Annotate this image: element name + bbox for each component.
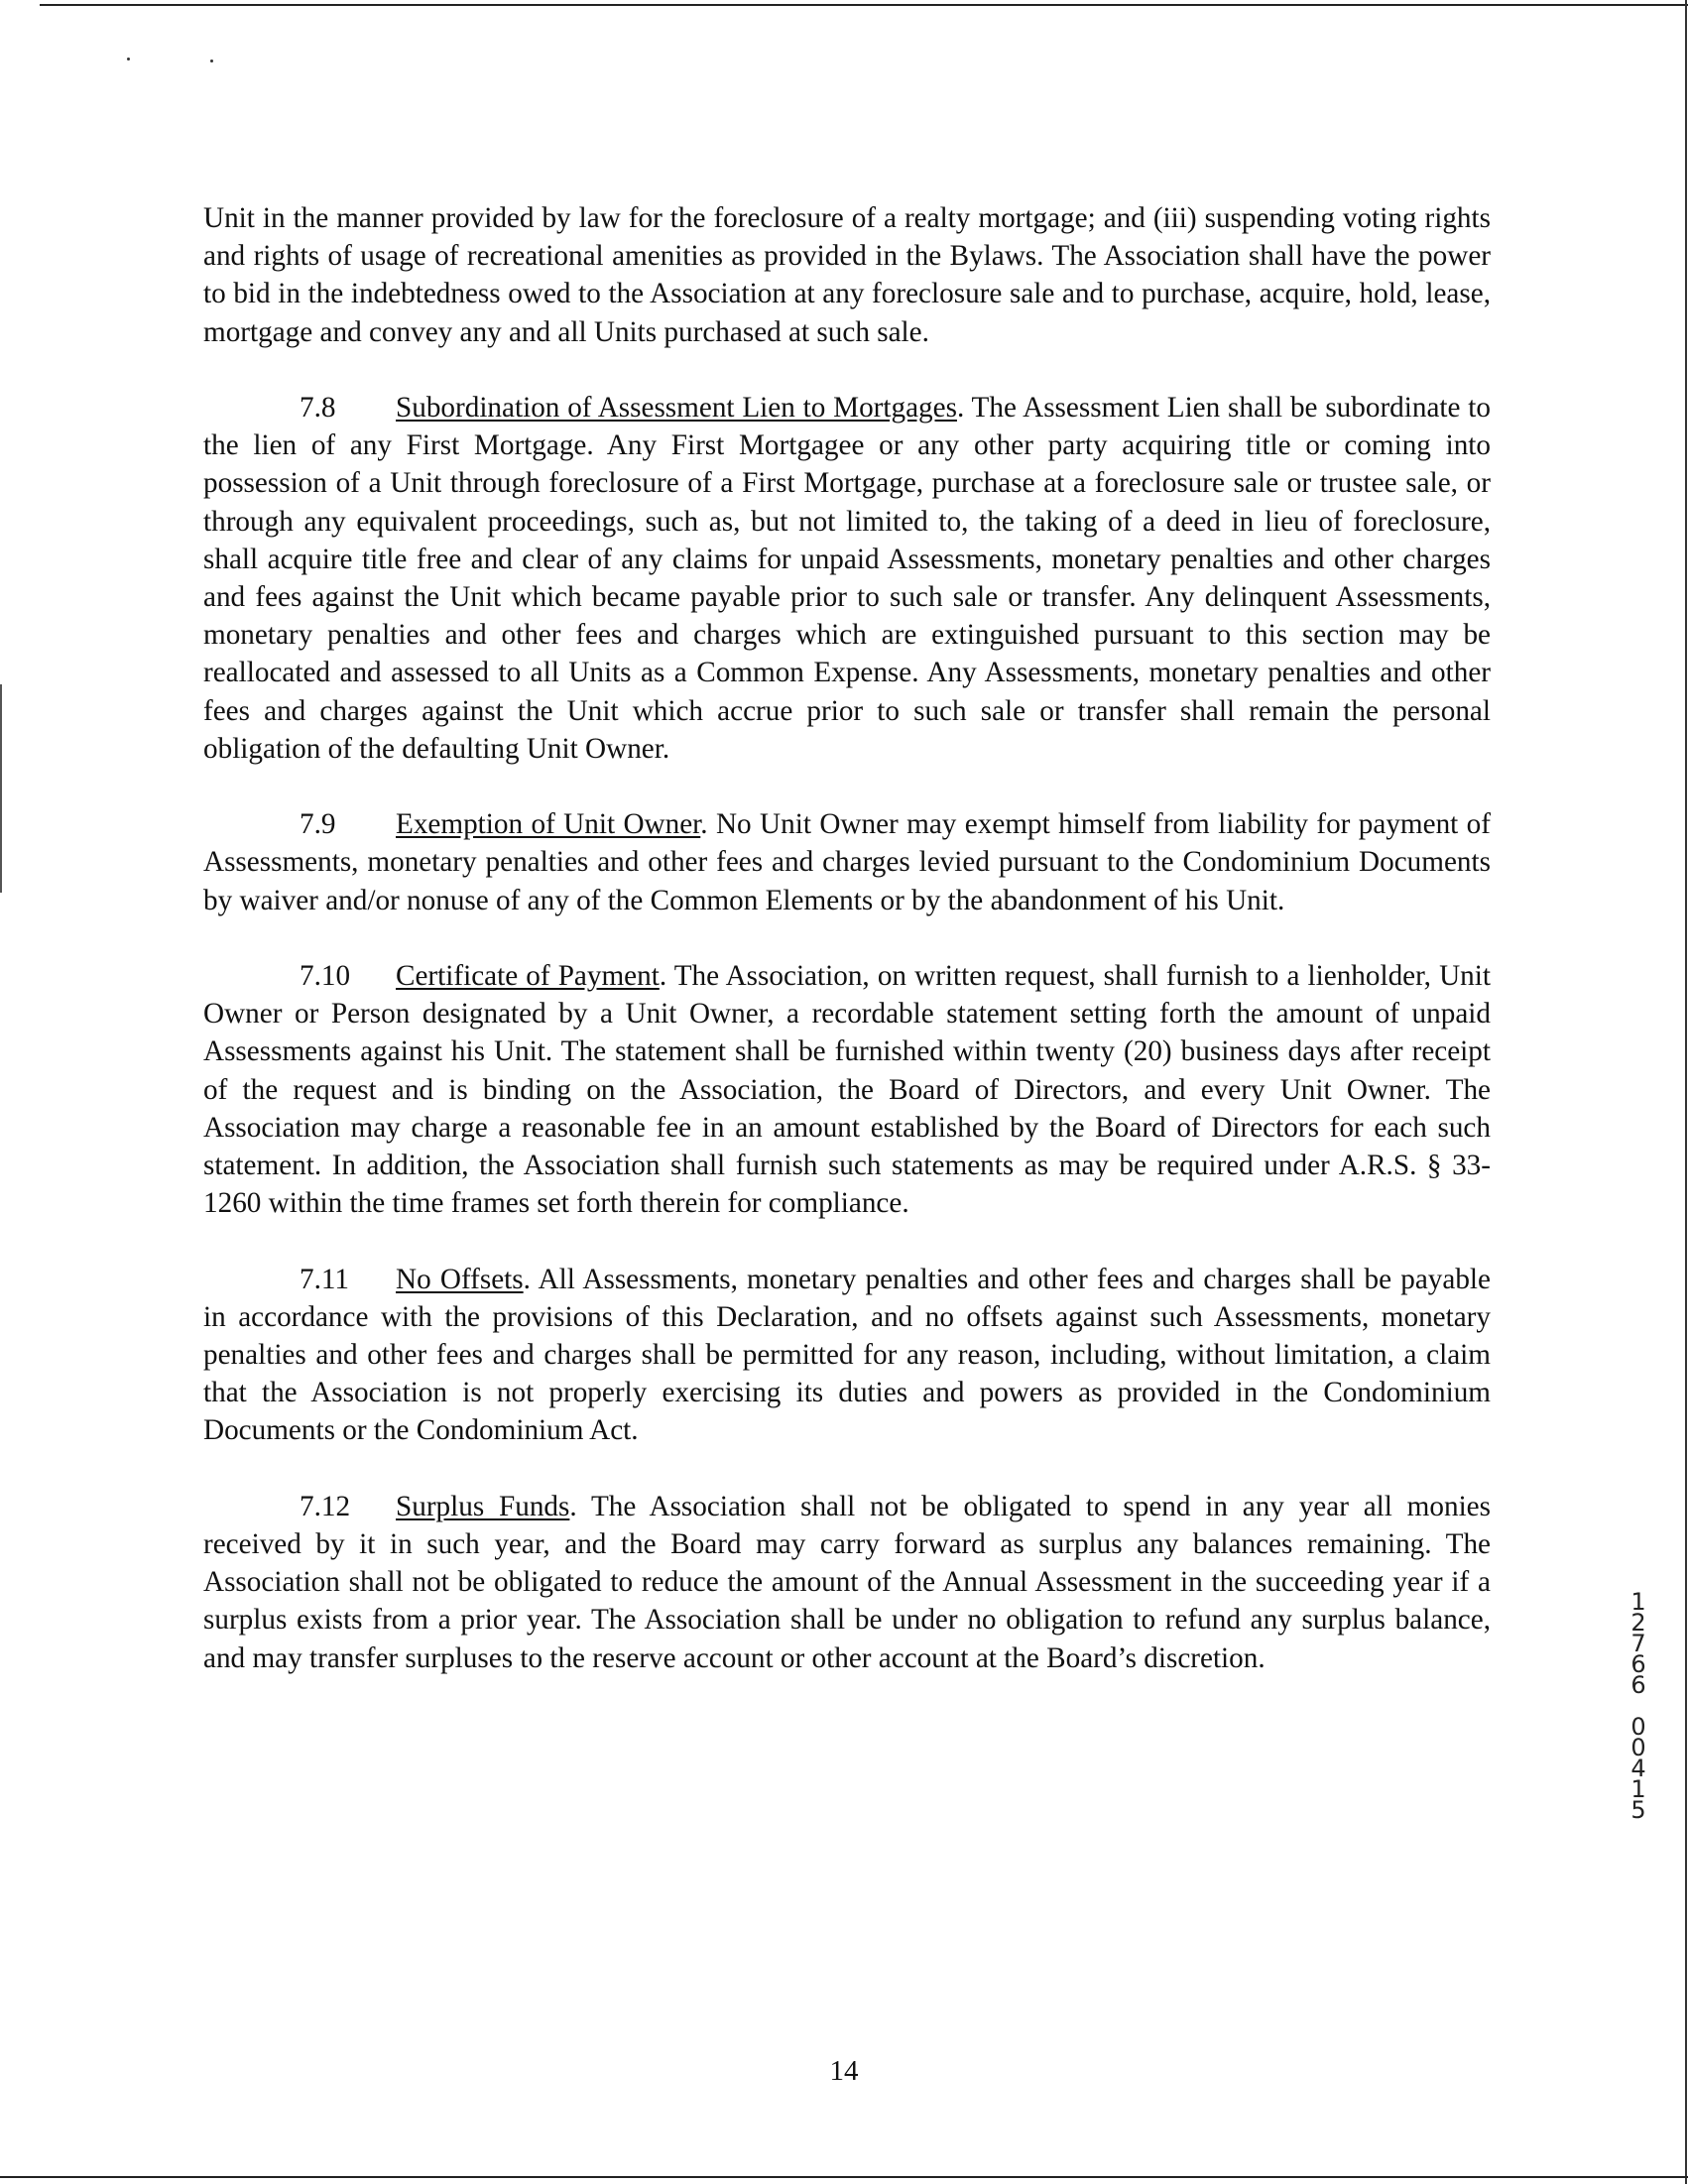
scan-right-border: [1685, 0, 1687, 2184]
stamp-digit: 0: [1630, 1713, 1646, 1741]
section-title: Exemption of Unit Owner: [396, 808, 701, 841]
section-text: . All Assessments, monetary penalties and other fees and charges shall be payable in accordance with the provisions of this Declaration, and no offsets against such Assessments, monetary penalties and other fees and charges shall be permitted for any reason, including, without limitation, a claim that the Association is not properly exercising its duties and powers as provided in the Condominium Documents or the Condominium Act.: [203, 1263, 1491, 1447]
stamp-digit: 6: [1630, 1650, 1646, 1678]
scan-bottom-border: [0, 2176, 1688, 2178]
section-title: No Offsets: [396, 1263, 524, 1295]
stamp-digit: 4: [1630, 1755, 1646, 1782]
recording-stamp: [1627, 1588, 1650, 1824]
scan-top-border: [40, 4, 1688, 6]
section-title: Certificate of Payment: [396, 960, 660, 993]
page-number: 14: [829, 2055, 859, 2087]
section-number: 7.9: [300, 808, 336, 841]
section-number: 7.10: [300, 960, 351, 993]
stamp-digit: 1: [1630, 1588, 1646, 1616]
section-text: . The Association shall not be obligated to spend in any year all monies received by it in such year, and the Board may carry forward as surplus any balances remaining. The Association shall not be obligated to reduce the amount of the Annual Assessment in the succeeding year if a surplus exists from a prior year. The Association shall be under no obligation to refund any surplus balance, and may transfer surpluses to the reserve account or other account at the Board’s discretion.: [203, 1490, 1491, 1674]
paragraph-continuation: [203, 199, 1491, 351]
section-7-12: [203, 1488, 1491, 1677]
section-text: . The Assessment Lien shall be subordinate to the lien of any First Mortgage. Any First Mortgagee or any other party acquiring title or coming into possession of a Unit through foreclosure of a First Mortgage, purchase at a foreclosure sale or trustee sale, or through any equivalent proceedings, such as, but not limited to, the taking of a deed in lieu of foreclosure, shall acquire title free and clear of any claims for unpaid Assessments, monetary penalties and other charges and fees against the Unit which became payable prior to such sale or transfer. Any delinquent Assessments, monetary penalties and other fees and charges which are extinguished pursuant to this section may be reallocated and assessed to all Units as a Common Expense. Any Assessments, monetary penalties and other fees and charges against the Unit which accrue prior to such sale or transfer shall remain the personal obligation of the defaulting Unit Owner.: [203, 392, 1491, 765]
section-number: 7.12: [300, 1490, 351, 1522]
section-7-11: [203, 1261, 1491, 1450]
section-title: Subordination of Assessment Lien to Mortgages: [396, 392, 957, 424]
paragraph-text: Unit in the manner provided by law for the foreclosure of a realty mortgage; and (iii) suspending voting rights and rights of usage of recreational amenities as provided in the Bylaws. The Association shall have the power to bid in the indebtedness owed to the Association at any foreclosure sale and to purchase, acquire, hold, lease, mortgage and convey any and all Units purchased at such sale.: [203, 202, 1491, 348]
section-title: Surplus Funds: [396, 1490, 570, 1522]
section-text: . The Association, on written request, shall furnish to a lienholder, Unit Owner or Person designated by a Unit Owner, a recordable statement setting forth the amount of unpaid Assessments against his Unit. The statement shall be furnished within twenty (20) business days after receipt of the request and is binding on the Association, the Board of Directors, and every Unit Owner. The Association may charge a reasonable fee in an amount established by the Board of Directors for each such statement. In addition, the Association shall furnish such statements as may be required under A.R.S. § 33-1260 within the time frames set forth therein for compliance.: [203, 960, 1491, 1220]
section-7-10: [203, 957, 1491, 1222]
stamp-digit: 5: [1630, 1796, 1646, 1824]
scan-left-border: [0, 684, 2, 893]
stamp-digit: 6: [1630, 1671, 1646, 1699]
scan-speck: [210, 60, 213, 62]
section-text: . No Unit Owner may exempt himself from liability for payment of Assessments, monetary penalties and other fees and charges levied pursuant to the Condominium Documents by waiver and/or nonuse of any of the Common Elements or by the abandonment of his Unit.: [203, 808, 1491, 916]
section-number: 7.8: [300, 392, 336, 424]
section-7-9: [203, 805, 1491, 919]
document-body: [203, 199, 1491, 1715]
scan-speck: [127, 58, 130, 61]
stamp-digit: 1: [1630, 1775, 1646, 1803]
section-7-8: [203, 389, 1491, 768]
stamp-digit: 2: [1630, 1609, 1646, 1637]
stamp-digit: 0: [1630, 1734, 1646, 1761]
stamp-digit: 7: [1630, 1630, 1646, 1657]
section-number: 7.11: [300, 1263, 349, 1295]
